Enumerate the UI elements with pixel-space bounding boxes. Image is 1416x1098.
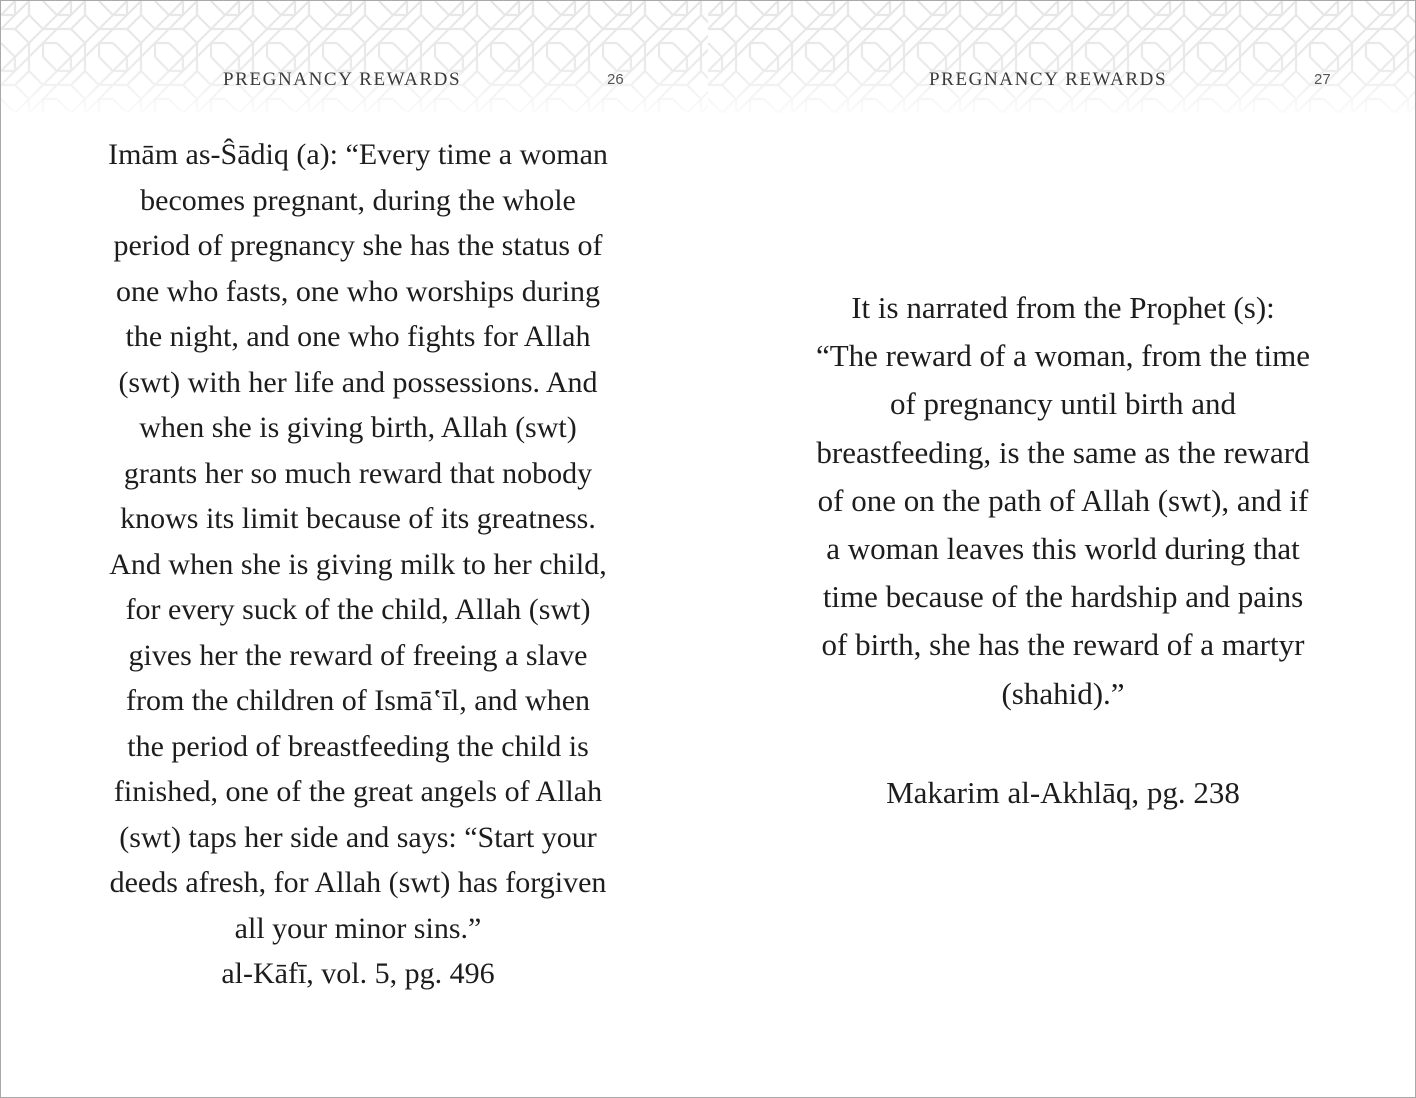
quote-line: (shahid).” (1001, 675, 1125, 711)
running-head: PREGNANCY REWARDS (929, 69, 1168, 90)
quote-line: for every suck of the child, Allah (swt) (125, 593, 591, 626)
quote-line: period of pregnancy she has the status of (113, 229, 603, 262)
quote-line: “The reward of a woman, from the time (815, 338, 1311, 374)
quote-line: It is narrated from the Prophet (s): (851, 290, 1275, 325)
quote-line: becomes pregnant, during the whole (140, 183, 576, 217)
citation: al-Kāfī, vol. 5, pg. 496 (221, 957, 495, 990)
quote-line: And when she is giving milk to her child, (109, 547, 607, 581)
quote-line: knows its limit because of its greatness. (120, 502, 596, 535)
quote-line: finished, one of the great angels of Allah (113, 775, 603, 808)
quote-line: from the children of Ismāʽīl, and when (125, 684, 591, 717)
quote-line: a woman leaves this world during that (826, 531, 1300, 567)
quote-line: breastfeeding, is the same as the reward (816, 434, 1310, 470)
quote-line: gives her the reward of freeing a slave (128, 638, 588, 672)
quote-line: the night, and one who fights for Allah (125, 320, 591, 353)
quote-line: when she is giving birth, Allah (swt) (139, 411, 577, 444)
quote-line: (swt) with her life and possessions. And (118, 365, 598, 399)
quote-line: one who fasts, one who worships during (115, 274, 601, 308)
hadith-quote (768, 284, 1358, 718)
quote-line: of pregnancy until birth and (889, 386, 1237, 422)
quote-line: time because of the hardship and pains (822, 579, 1304, 615)
page-27 (708, 1, 1415, 1097)
page-number: 27 (1314, 71, 1331, 88)
citation: Makarim al-Akhlāq, pg. 238 (886, 775, 1240, 810)
quote-line: (swt) taps her side and says: “Start your (119, 820, 597, 854)
quote-line: Imām as-Ŝādiq (a): “Every time a woman (108, 138, 608, 171)
quote-line: deeds afresh, for Allah (swt) has forgiven (109, 866, 607, 899)
page-26 (1, 1, 708, 1097)
quote-line: of one on the path of Allah (swt), and if (817, 482, 1309, 518)
running-head: PREGNANCY REWARDS (223, 69, 462, 90)
decorative-header-pattern (708, 1, 1415, 113)
quote-line: of birth, she has the reward of a martyr (821, 627, 1305, 663)
pattern-svg (1, 1, 708, 113)
quote-line: grants her so much reward that nobody (123, 456, 593, 490)
quote-line: the period of breastfeeding the child is (127, 729, 589, 763)
hadith-quote (61, 132, 655, 951)
quote-line: all your minor sins.” (234, 911, 482, 945)
decorative-header-pattern (1, 1, 708, 113)
page-number: 26 (607, 71, 624, 88)
pattern-svg (708, 1, 1415, 113)
